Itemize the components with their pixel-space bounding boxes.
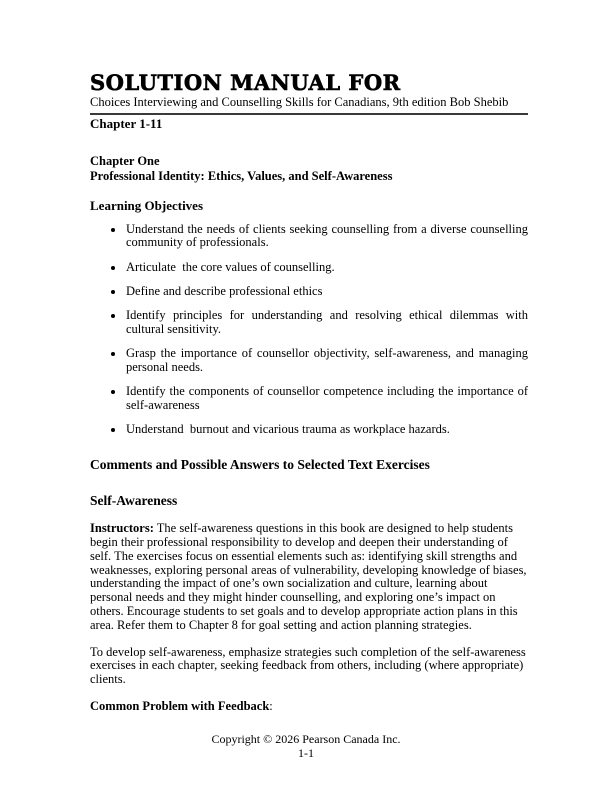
objective-item: • Grasp the importance of counsellor objectivity, self-awareness, and managing personal needs. xyxy=(125,347,528,375)
page-number: 1-1 xyxy=(298,745,314,760)
objective-item: • Identify the components of counsellor competence including the importance of self-awareness xyxy=(125,385,528,413)
objective-item: • Define and describe professional ethics xyxy=(125,285,528,299)
common-problem-colon: : xyxy=(269,699,273,714)
objective-item: • Understand the needs of clients seeking counselling from a diverse counselling community of professionals. xyxy=(125,223,528,251)
title-divider xyxy=(90,113,528,115)
learning-objectives-heading: Learning Objectives xyxy=(90,197,204,213)
document-title: SOLUTION MANUAL FOR xyxy=(90,70,401,95)
copyright-line: Copyright © 2026 Pearson Canada Inc. xyxy=(211,732,401,746)
chapter-range: Chapter 1-11 xyxy=(90,115,163,131)
objective-item: • Identify principles for understanding and resolving ethical dilemmas with cultural sensitivity. xyxy=(125,309,528,337)
instructors-paragraph-body: The self-awareness questions in this book are designed to help students begin their professional responsibility to develop and deepen their understanding of self. The exercises focus on essential elements such as: identifying skill strengths and weaknesses, exploring personal areas of vulnerability, developing knowledge of biases, understanding the impact of one’s own socialization and culture, learning about personal needs and they might hinder counselling, and exploring one’s impact on others. Encourage students to set goals and to develop appropriate action plans in this area. Refer them to Chapter 8 for goal setting and action planning strategies. xyxy=(90,521,527,632)
comments-section-heading: Comments and Possible Answers to Selected Text Exercises xyxy=(90,457,430,473)
common-problem-lead-in: Common Problem with Feedback xyxy=(90,699,270,714)
develop-self-awareness-paragraph: To develop self-awareness, emphasize strategies such completion of the self-awareness exercises in each chapter, seeking feedback from others, including (where appropriate) clients. xyxy=(90,644,526,687)
page-footer xyxy=(0,733,612,760)
common-problem-line xyxy=(90,700,528,714)
instructors-paragraph xyxy=(90,522,528,632)
page-content xyxy=(90,72,528,714)
chapter-number: Chapter One xyxy=(90,153,160,168)
objective-item: • Articulate the core values of counselling. xyxy=(125,261,528,275)
learning-objectives-list xyxy=(90,223,528,438)
chapter-heading-block xyxy=(90,154,528,184)
self-awareness-heading: Self-Awareness xyxy=(90,493,178,509)
instructors-lead-in: Instructors: xyxy=(90,521,154,536)
objective-item: • Understand burnout and vicarious trauma as workplace hazards. xyxy=(125,423,528,437)
document-subtitle: Choices Interviewing and Counselling Skills for Canadians, 9th edition Bob Shebib xyxy=(90,95,509,109)
chapter-title: Professional Identity: Ethics, Values, and Self-Awareness xyxy=(90,168,393,183)
